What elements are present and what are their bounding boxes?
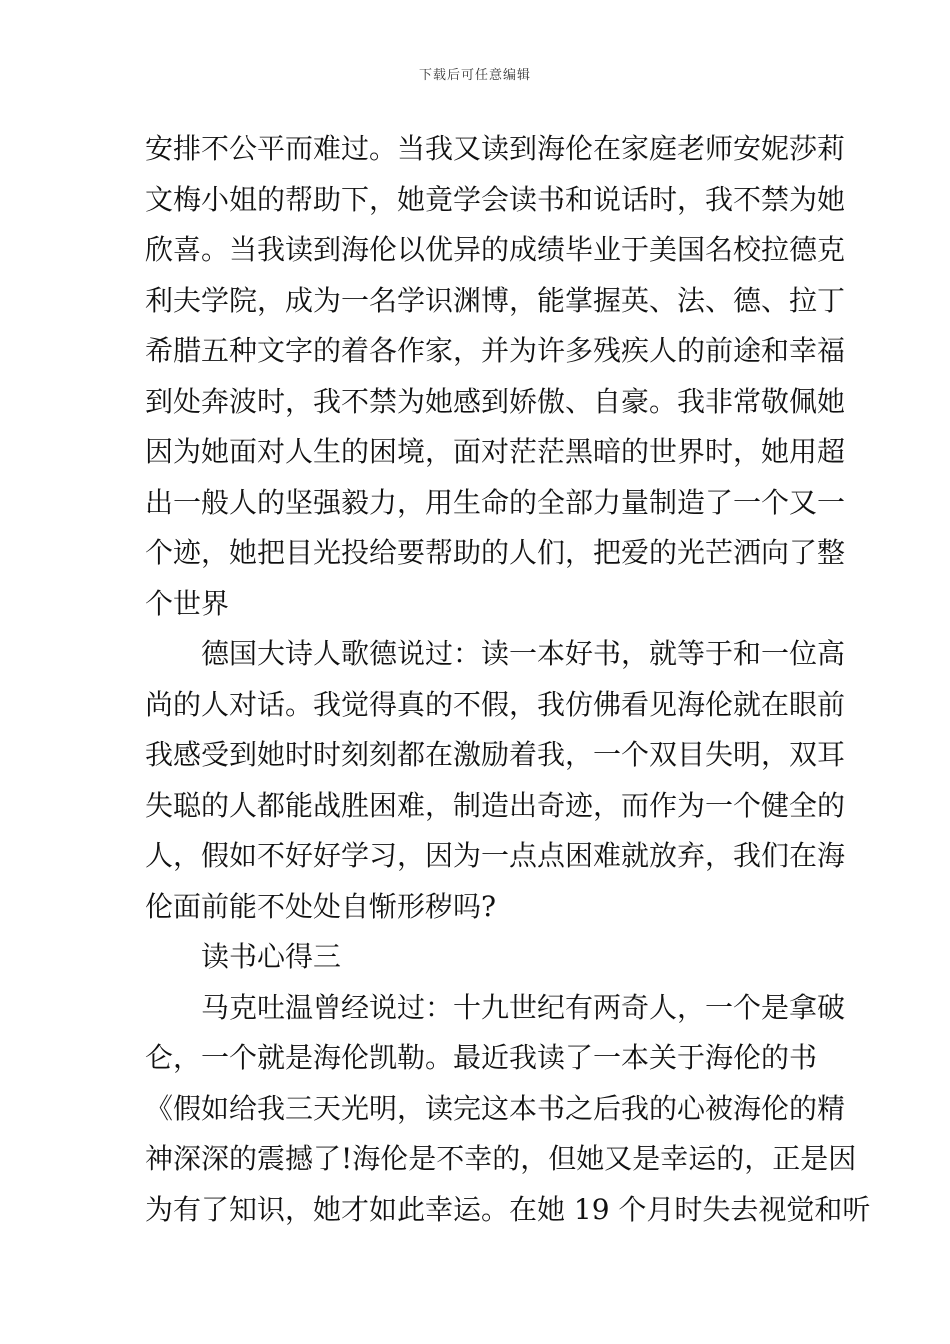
text-line: 个世界 (145, 586, 230, 620)
paragraph-start-line: 德国大诗人歌德说过：读一本好书，就等于和一位高 (201, 637, 846, 670)
text-line: 希腊五种文字的着各作家，并为许多残疾人的前途和幸福 (145, 334, 846, 367)
text-line: 神深深的震撼了!海伦是不幸的，但她又是幸运的，正是因 (145, 1142, 857, 1175)
text-line: 因为她面对人生的困境，面对茫茫黑暗的世界时，她用超 (145, 435, 846, 468)
text-line: 安排不公平而难过。当我又读到海伦在家庭老师安妮莎莉 (145, 132, 846, 165)
text-line: 失聪的人都能战胜困难，制造出奇迹，而作为一个健全的 (145, 788, 846, 822)
text-line: 利夫学院，成为一名学识渊博，能掌握英、法、德、拉丁 (145, 283, 846, 317)
text-line: 到处奔波时，我不禁为她感到娇傲、自豪。我非常敬佩她 (145, 384, 846, 418)
text-line: 欣喜。当我读到海伦以优异的成绩毕业于美国名校拉德克 (145, 233, 846, 266)
text-line: 为有了知识，她才如此幸运。在她 19 个月时失去视觉和听 (145, 1192, 871, 1226)
text-line: 仑，一个就是海伦凯勒。最近我读了一本关于海伦的书 (145, 1041, 818, 1074)
text-line: 尚的人对话。我觉得真的不假，我仿佛看见海伦就在眼前 (145, 687, 846, 721)
section-heading: 读书心得三 (201, 940, 342, 973)
paragraph-start-line: 马克吐温曾经说过：十九世纪有两奇人，一个是拿破 (201, 990, 846, 1024)
text-line: 出一般人的坚强毅力，用生命的全部力量制造了一个又一 (145, 485, 846, 519)
page-header: 下载后可任意编辑 (418, 68, 531, 83)
text-line: 我感受到她时时刻刻都在激励着我，一个双目失明，双耳 (145, 738, 846, 771)
text-line: 人，假如不好好学习，因为一点点困难就放弃，我们在海 (145, 839, 846, 872)
text-line: 个迹，她把目光投给要帮助的人们，把爱的光芒洒向了整 (145, 536, 846, 569)
text-line: 《假如给我三天光明，读完这本书之后我的心被海伦的精 (145, 1091, 846, 1125)
body-text (145, 124, 871, 1235)
text-line: 伦面前能不处处自惭形秽吗? (145, 889, 497, 923)
text-line: 文梅小姐的帮助下，她竟学会读书和说话时，我不禁为她 (145, 182, 846, 216)
